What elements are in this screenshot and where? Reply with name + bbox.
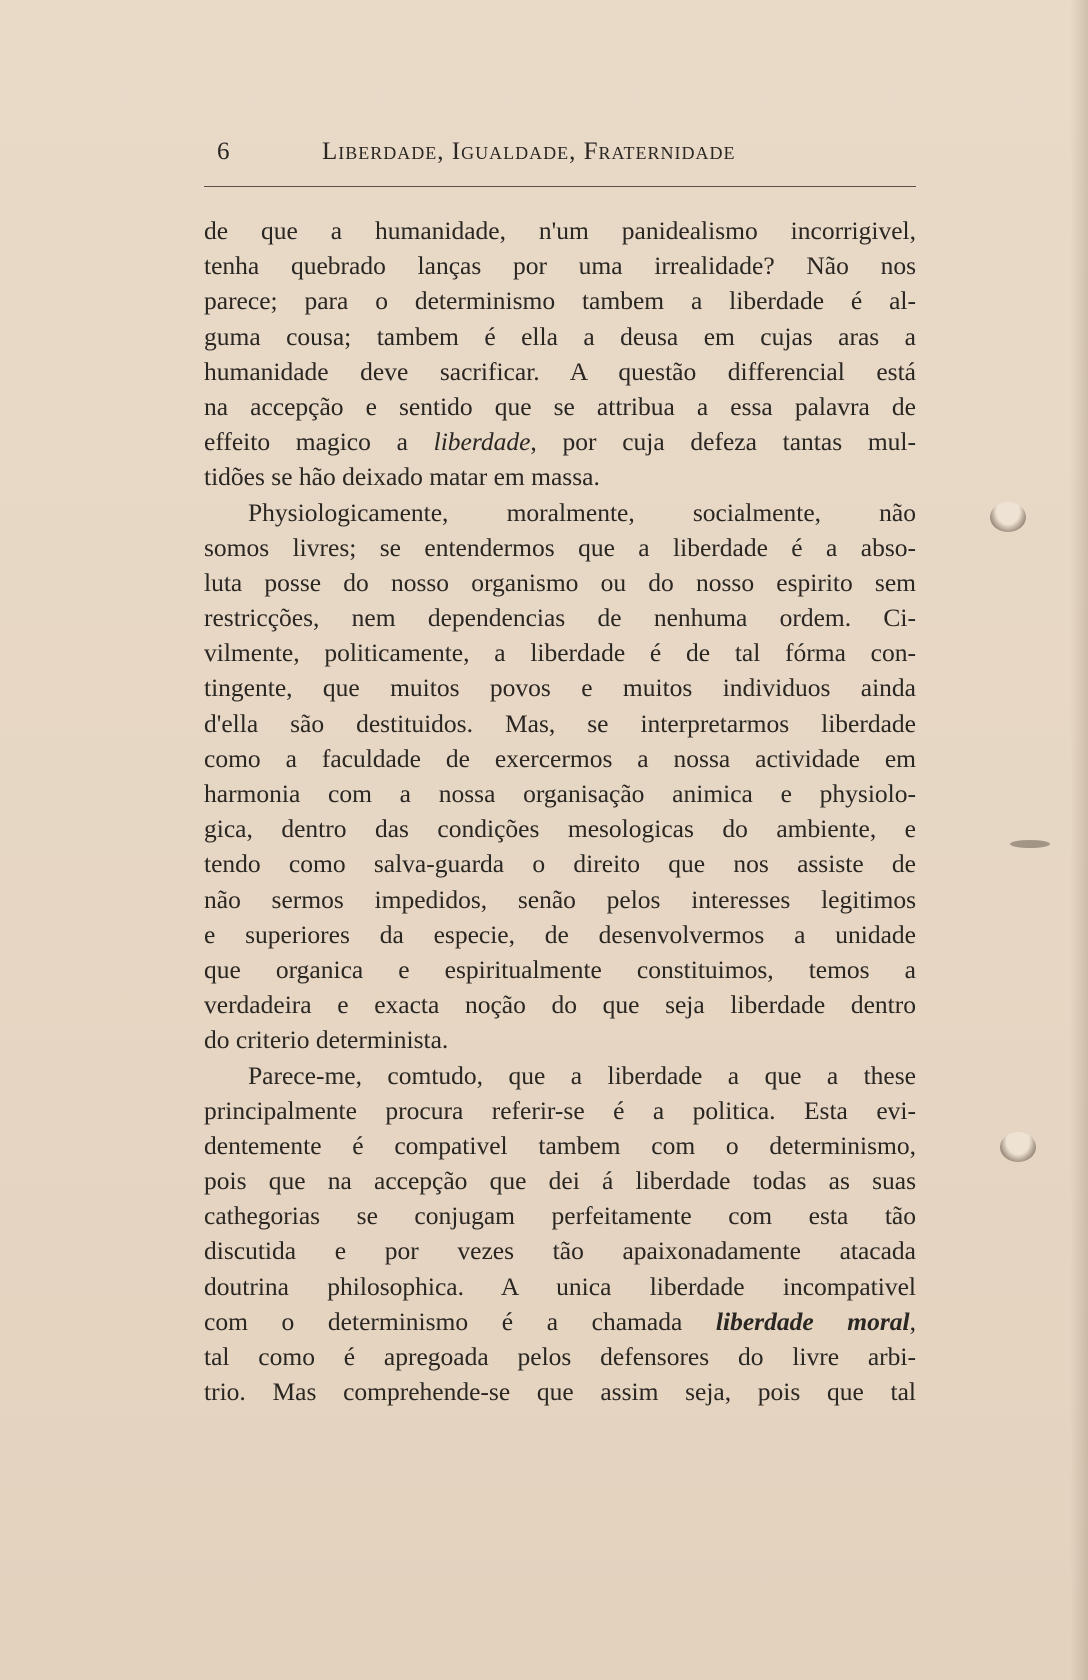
text-line: com o determinismo é a chamada liberdade moral,	[204, 1306, 917, 1336]
text-line: que organica e espiritualmente constituimos, temos a	[204, 954, 916, 984]
text-line: guma cousa; tambem é ella a deusa em cujas aras a	[204, 321, 916, 351]
text-line: tendo como salva-guarda o direito que nos assiste de	[204, 849, 916, 879]
text-line: d'ella são destituidos. Mas, se interpretarmos liberdade	[204, 708, 916, 738]
text-line: tenha quebrado lanças por uma irrealidade? Não nos	[204, 251, 916, 281]
text-line: Physiologicamente, moralmente, socialmente, não	[248, 497, 916, 527]
text-line: gica, dentro das condições mesologicas do ambiente, e	[204, 814, 916, 844]
body-text	[204, 213, 916, 1409]
running-title: Liberdade, Igualdade, Fraternidade	[322, 138, 736, 165]
text-line: pois que na accepção que dei á liberdade todas as suas	[204, 1166, 916, 1196]
text-line: e superiores da especie, de desenvolvermos a unidade	[204, 919, 916, 949]
binding-hole	[990, 502, 1026, 532]
text-line: não sermos impedidos, senão pelos interesses legitimos	[204, 884, 916, 914]
text-line: do criterio determinista.	[204, 1025, 449, 1055]
binding-hole	[1000, 1132, 1036, 1162]
paper-stain	[1010, 840, 1050, 848]
text-line: tal como é apregoada pelos defensores do livre arbi-	[204, 1342, 916, 1371]
text-line: vilmente, politicamente, a liberdade é de tal fórma con-	[204, 638, 916, 668]
italic-term: liberdade moral	[715, 1306, 910, 1336]
text-line: Parece-me, comtudo, que a liberdade a que a these	[248, 1060, 916, 1090]
italic-term: liberdade	[433, 427, 531, 457]
text-line: luta posse do nosso organismo ou do nosso espirito sem	[204, 567, 916, 597]
text-line: dentemente é compativel tambem com o determinismo,	[204, 1130, 916, 1160]
text-line: verdadeira e exacta noção do que seja liberdade dentro	[204, 990, 916, 1020]
text-line: na accepção e sentido que se attribua a essa palavra de	[204, 391, 916, 421]
text-line: de que a humanidade, n'um panidealismo incorrigivel,	[204, 216, 916, 245]
text-line: harmonia com a nossa organisação animica e physiolo-	[204, 779, 916, 808]
text-line: trio. Mas comprehende-se que assim seja, pois que tal	[204, 1377, 916, 1407]
text-line: restricções, nem dependencias de nenhuma ordem. Ci-	[204, 603, 916, 633]
text-line: discutida e por vezes tão apaixonadamente atacada	[204, 1236, 916, 1266]
text-line: tingente, que muitos povos e muitos individuos ainda	[204, 673, 916, 703]
text-line: cathegorias se conjugam perfeitamente com esta tão	[204, 1201, 916, 1231]
page-edge-shadow	[1070, 0, 1088, 1680]
page-header	[217, 138, 917, 174]
page-number: 6	[217, 138, 231, 165]
text-line: humanidade deve sacrificar. A questão differencial está	[204, 356, 916, 386]
text-line: somos livres; se entendermos que a liberdade é a abso-	[204, 532, 916, 562]
text-line: doutrina philosophica. A unica liberdade incompativel	[204, 1271, 916, 1301]
text-line: effeito magico a liberdade, por cuja defeza tantas mul-	[204, 427, 916, 457]
text-line: tidões se hão deixado matar em massa.	[204, 462, 600, 492]
text-line: parece; para o determinismo tambem a liberdade é al-	[204, 286, 916, 316]
text-line: como a faculdade de exercermos a nossa actividade em	[204, 743, 916, 773]
text-line: principalmente procura referir-se é a politica. Esta evi-	[204, 1095, 916, 1125]
header-rule	[204, 186, 916, 187]
